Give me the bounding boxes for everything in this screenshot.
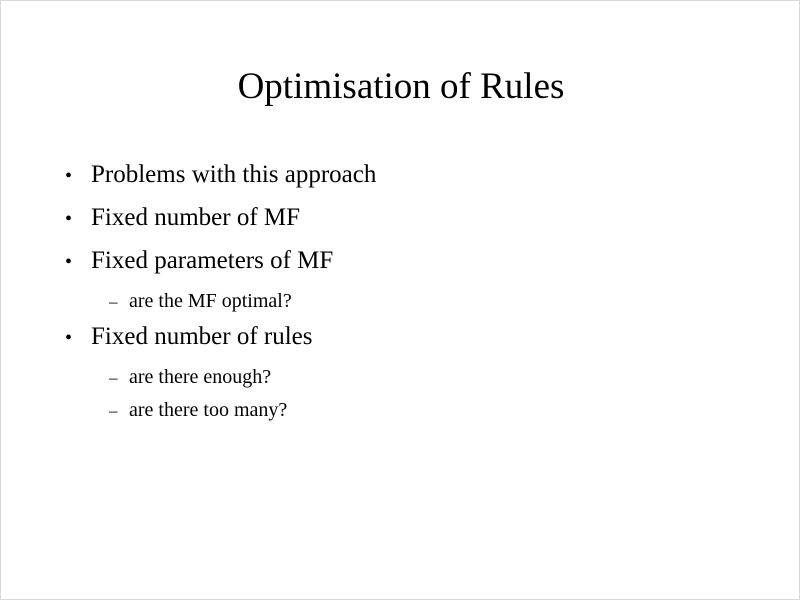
- list-item-label: are there too many?: [129, 399, 288, 421]
- bullet-dash-icon: –: [109, 368, 118, 387]
- bullet-dot-icon: •: [65, 208, 73, 230]
- list-item: [57, 161, 757, 189]
- page-title: Optimisation of Rules: [237, 66, 565, 107]
- list-item-label: Problems with this approach: [91, 161, 377, 188]
- bullet-dot-icon: •: [65, 327, 73, 349]
- list-item-label: Fixed parameters of MF: [91, 247, 334, 274]
- list-item-label: Fixed number of rules: [91, 323, 313, 350]
- bullet-list: [57, 161, 757, 432]
- list-item: [57, 247, 757, 275]
- list-item-label: are there enough?: [129, 366, 272, 388]
- bullet-dash-icon: –: [109, 401, 118, 420]
- list-item: [57, 366, 757, 389]
- list-item: [57, 323, 757, 351]
- bullet-dot-icon: •: [65, 165, 73, 187]
- list-item: [57, 204, 757, 232]
- list-item-label: are the MF optimal?: [129, 290, 292, 312]
- list-item: [57, 399, 757, 422]
- bullet-dash-icon: –: [109, 292, 118, 311]
- bullet-dot-icon: •: [65, 251, 73, 273]
- list-item-label: Fixed number of MF: [91, 204, 301, 231]
- list-item: [57, 290, 757, 313]
